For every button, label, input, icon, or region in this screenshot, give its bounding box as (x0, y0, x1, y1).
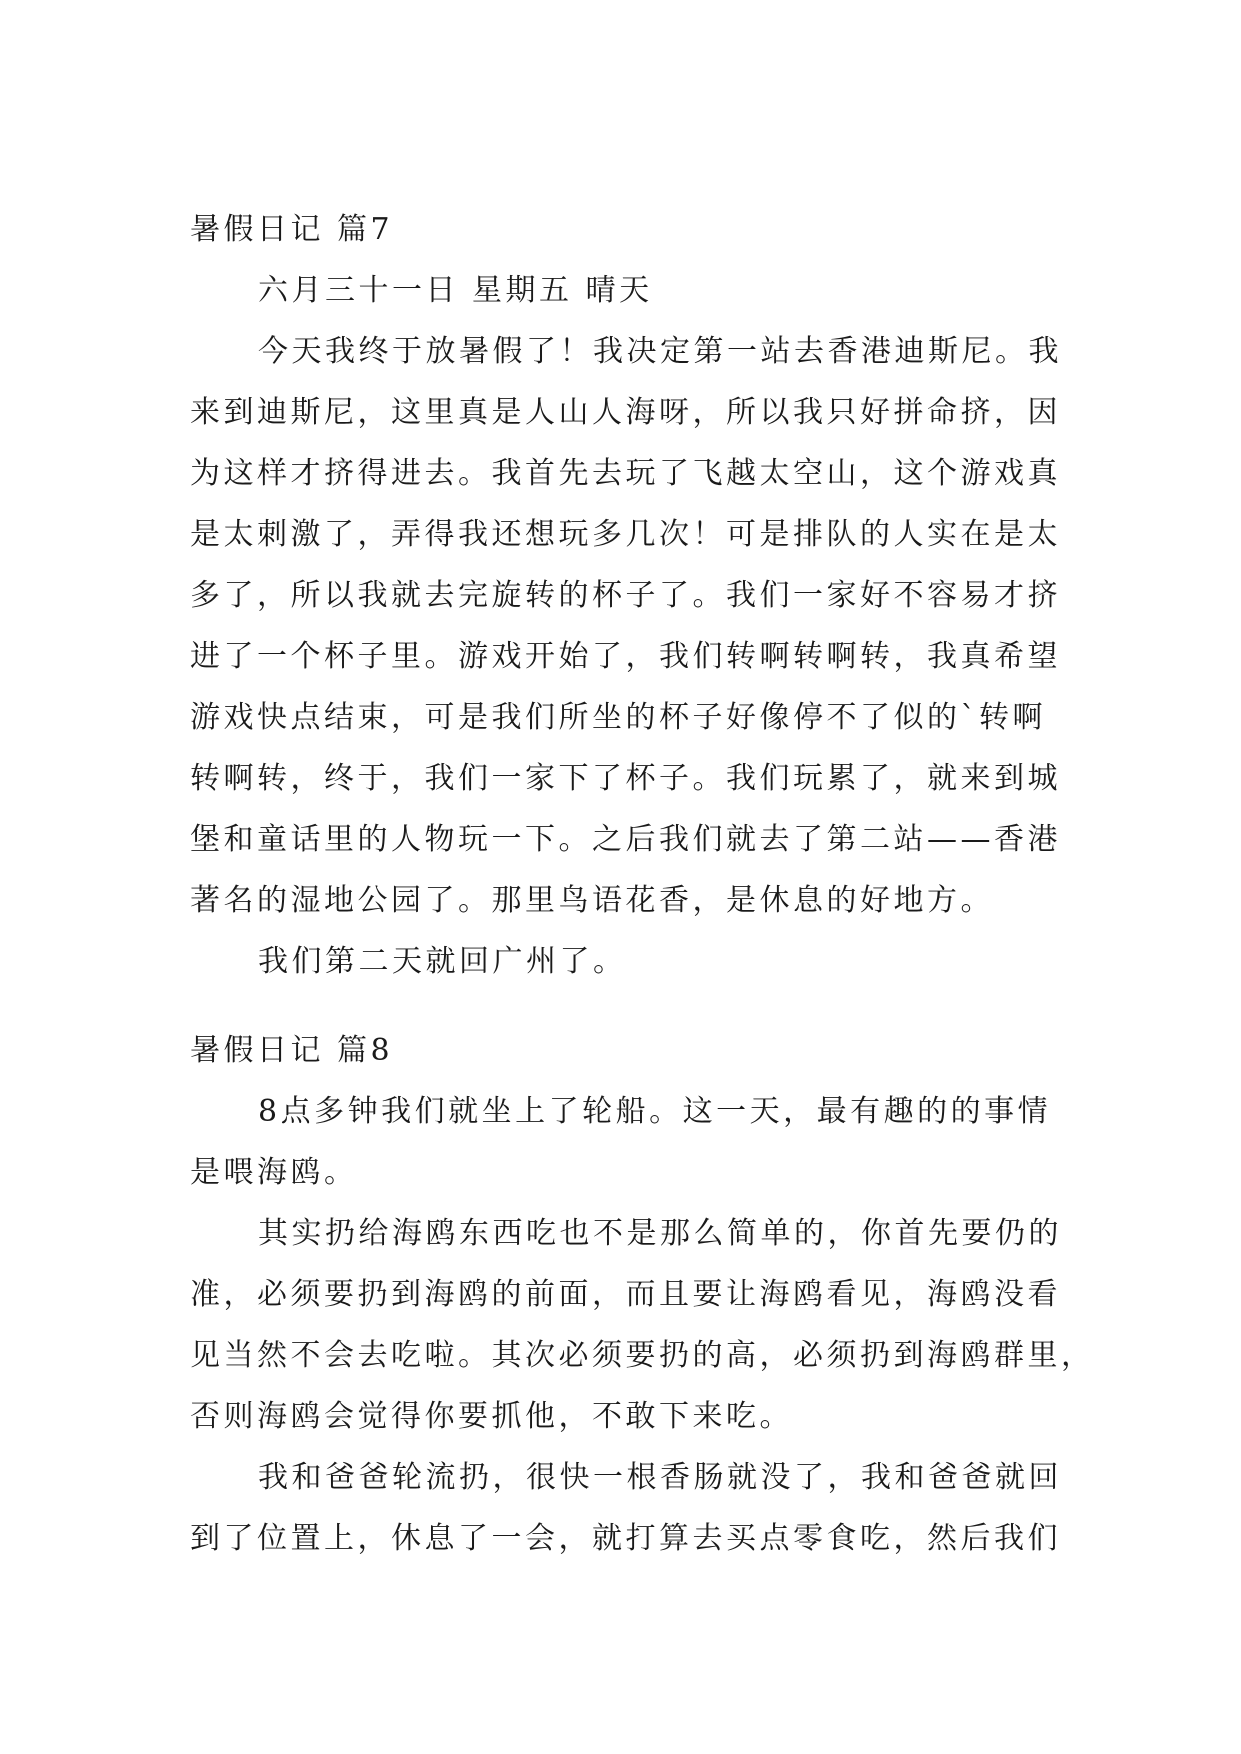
paragraph (190, 1203, 1095, 1447)
paragraph-line: 8点多钟我们就坐上了轮船。这一天，最有趣的的事情 (258, 1094, 1052, 1129)
paragraph-line: 著名的湿地公园了。那里鸟语花香，是休息的好地方。 (190, 883, 994, 918)
diary-entry-7 (190, 199, 1062, 992)
paragraph-line: 我们第二天就回广州了。 (258, 944, 627, 979)
entry-heading: 暑假日记 篇8 (190, 1033, 394, 1068)
paragraph-line: 来到迪斯尼，这里真是人山人海呀，所以我只好拼命挤，因 (190, 395, 1061, 430)
paragraph-line: 今天我终于放暑假了！我决定第一站去香港迪斯尼。我 (258, 334, 1062, 369)
paragraph-line: 其实扔给海鸥东西吃也不是那么简单的，你首先要仍的 (258, 1216, 1062, 1251)
paragraph (190, 1081, 1054, 1203)
paragraph-line: 游戏快点结束，可是我们所坐的杯子好像停不了似的`转啊 (190, 700, 1046, 735)
paragraph-line: 到了位置上，休息了一会，就打算去买点零食吃，然后我们 (190, 1521, 1061, 1556)
diary-entry-8 (190, 1020, 1095, 1569)
paragraph-line: 转啊转，终于，我们一家下了杯子。我们玩累了，就来到城 (190, 761, 1061, 796)
paragraph-line: 准，必须要扔到海鸥的前面，而且要让海鸥看见，海鸥没看 (190, 1277, 1061, 1312)
paragraph-line: 多了，所以我就去完旋转的杯子了。我们一家好不容易才挤 (190, 578, 1061, 613)
paragraph-line: 堡和童话里的人物玩一下。之后我们就去了第二站——香港 (190, 822, 1061, 857)
date-line: 六月三十一日 星期五 晴天 (258, 273, 653, 308)
paragraph-line: 见当然不会去吃啦。其次必须要扔的高，必须扔到海鸥群里， (190, 1338, 1095, 1373)
entry-heading: 暑假日记 篇7 (190, 212, 394, 247)
paragraph-line: 进了一个杯子里。游戏开始了，我们转啊转啊转，我真希望 (190, 639, 1061, 674)
paragraph-line: 我和爸爸轮流扔，很快一根香肠就没了，我和爸爸就回 (258, 1460, 1062, 1495)
paragraph-line: 为这样才挤得进去。我首先去玩了飞越太空山，这个游戏真 (190, 456, 1061, 491)
paragraph-line: 否则海鸥会觉得你要抓他，不敢下来吃。 (190, 1399, 793, 1434)
paragraph (190, 1447, 1062, 1569)
paragraph (190, 321, 1062, 931)
paragraph-line: 是喂海鸥。 (190, 1155, 358, 1190)
paragraph-line: 是太刺激了，弄得我还想玩多几次！可是排队的人实在是太 (190, 517, 1061, 552)
